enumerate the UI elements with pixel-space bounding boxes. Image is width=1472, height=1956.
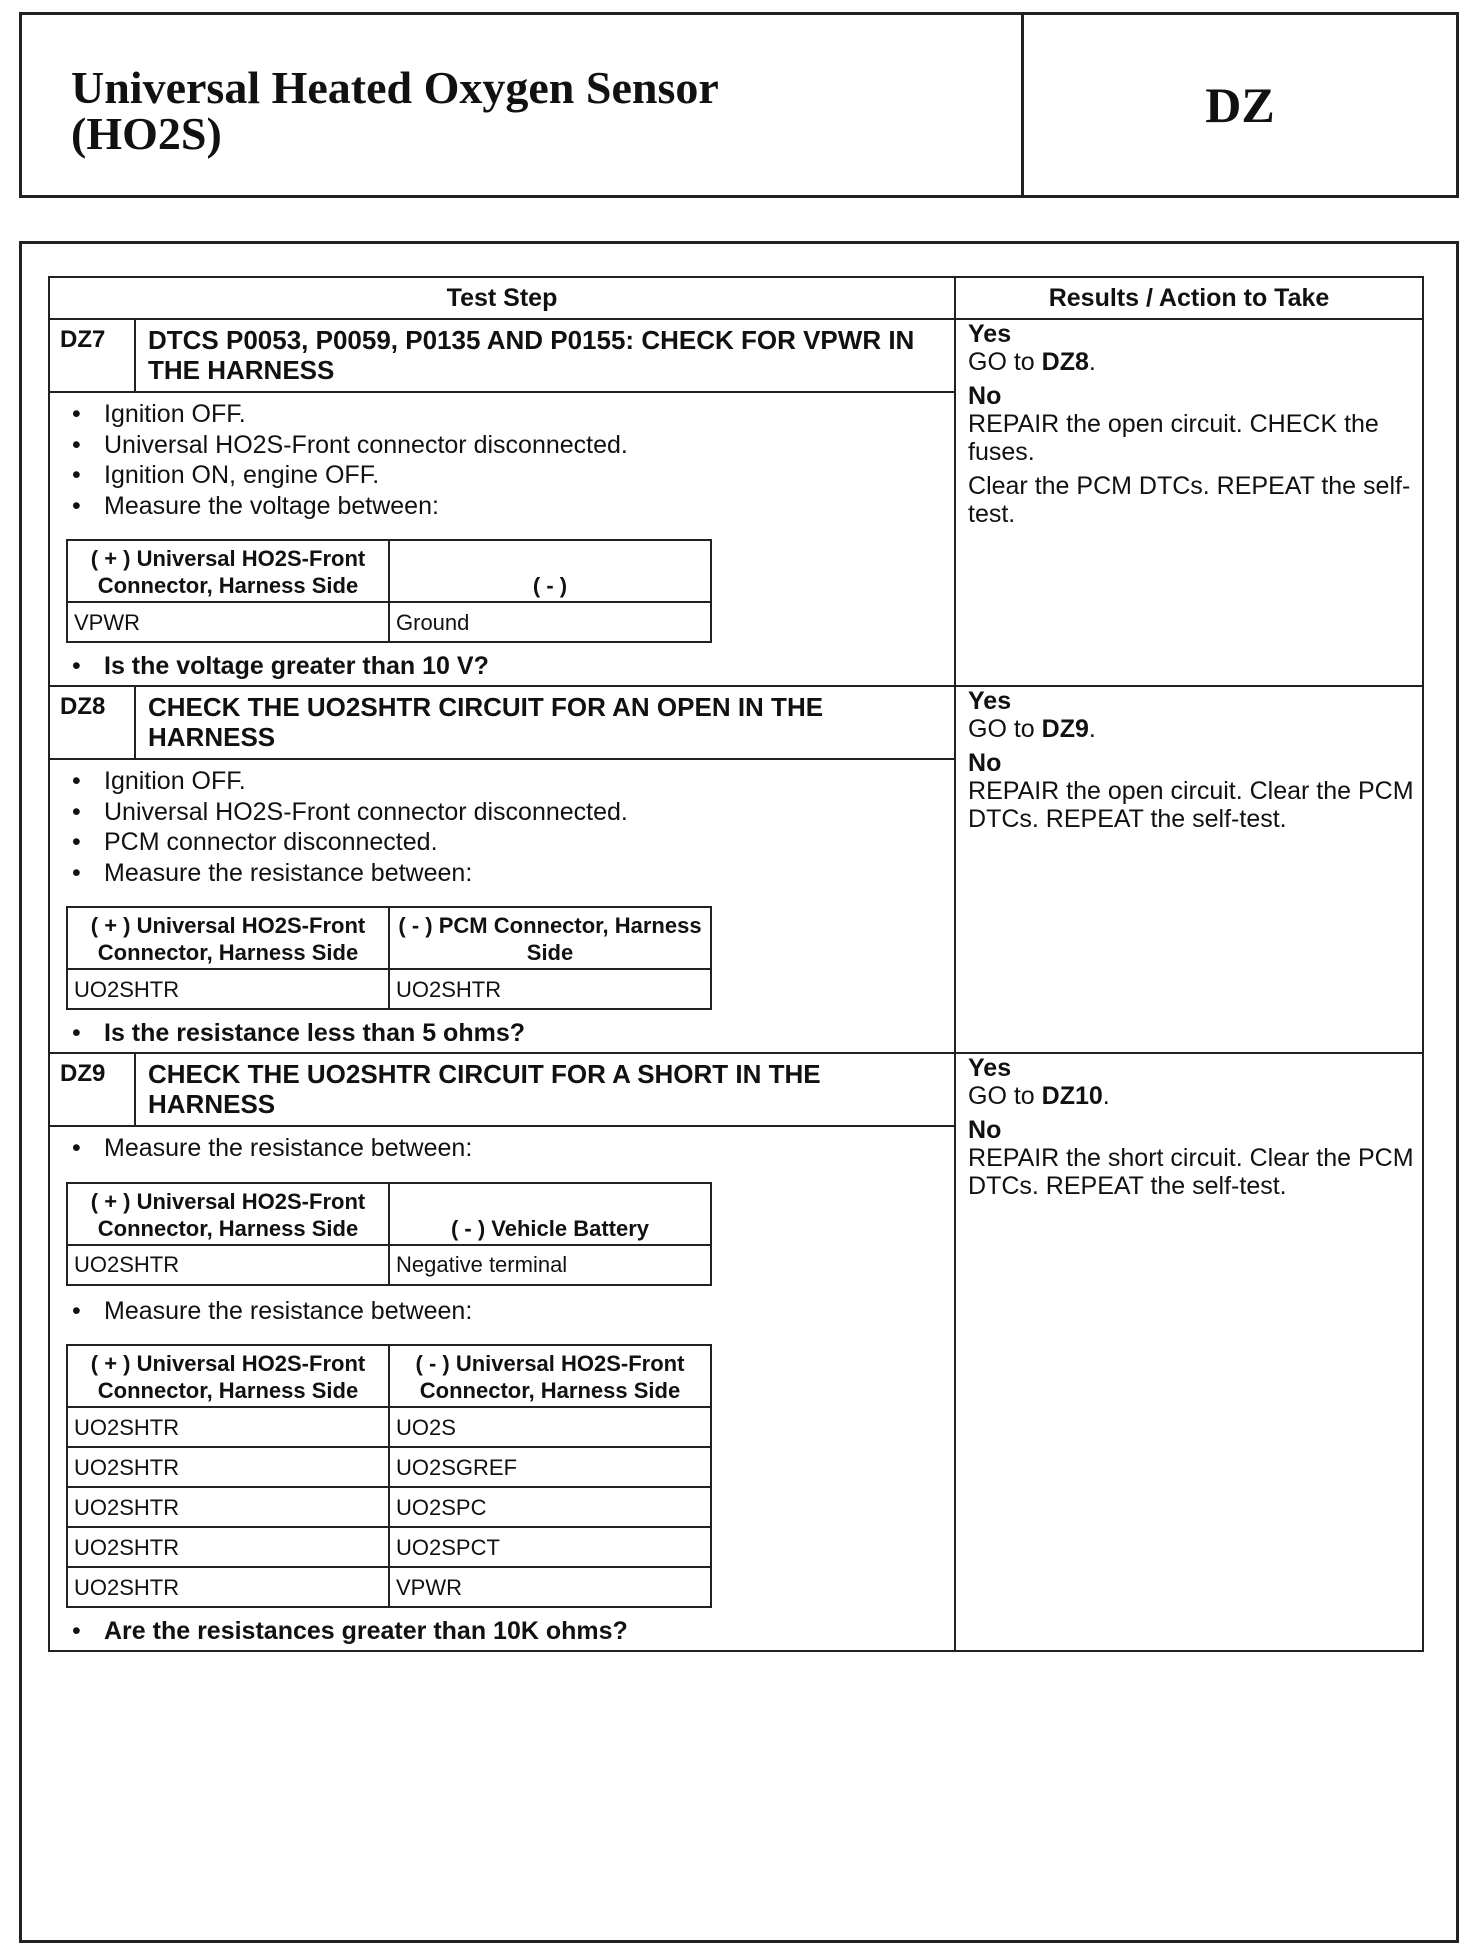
step-bullets <box>64 1133 942 1164</box>
yes-suffix: . <box>1088 715 1096 743</box>
meas-cell: VPWR <box>67 602 389 642</box>
yes-label: Yes <box>968 687 1012 715</box>
meas-cell: UO2SHTR <box>67 1527 389 1567</box>
meas-cell: UO2SHTR <box>67 1407 389 1447</box>
no-action: REPAIR the open circuit. Clear the PCM DTCs. REPEAT the self-test. <box>968 777 1414 833</box>
meas-cell: UO2SGREF <box>389 1447 711 1487</box>
yes-text: GO to <box>968 348 1042 376</box>
no-label: No <box>968 382 1002 410</box>
yes-action <box>968 715 1414 743</box>
table-row <box>67 1447 711 1487</box>
measurement-table <box>66 1344 712 1608</box>
meas-cell: UO2SHTR <box>67 969 389 1009</box>
step-bullets <box>64 1296 942 1327</box>
measurement-table <box>66 906 712 1010</box>
meas-cell: UO2SHTR <box>67 1487 389 1527</box>
meas-header-plus: ( + ) Universal HO2S-Front Connector, Harness Side <box>67 1345 389 1407</box>
table-row <box>67 1527 711 1567</box>
meas-header-minus: ( - ) Vehicle Battery <box>389 1183 711 1245</box>
step-id: DZ8 <box>49 686 135 759</box>
meas-header-minus: ( - ) <box>389 540 711 602</box>
no-action: REPAIR the short circuit. Clear the PCM DTCs. REPEAT the self-test. <box>968 1144 1414 1200</box>
list-item: • Ignition ON, engine OFF. <box>64 460 942 491</box>
step-body <box>49 759 955 1053</box>
list-item: • Ignition OFF. <box>64 766 942 797</box>
results-header: Results / Action to Take <box>955 277 1423 319</box>
step-result <box>955 686 1423 1053</box>
yes-target: DZ10 <box>1041 1082 1103 1110</box>
step-question: • Is the voltage greater than 10 V? <box>64 651 942 681</box>
table-row <box>67 1245 711 1285</box>
step-result <box>955 319 1423 686</box>
step-id: DZ7 <box>49 319 135 392</box>
no-label: No <box>968 1116 1002 1144</box>
list-item: • Measure the resistance between: <box>64 858 942 889</box>
meas-header-minus: ( - ) PCM Connector, Harness Side <box>389 907 711 969</box>
meas-header-plus: ( + ) Universal HO2S-Front Connector, Harness Side <box>67 907 389 969</box>
step-title-row <box>49 686 1423 759</box>
list-item: • Universal HO2S-Front connector disconnected. <box>64 797 942 828</box>
meas-cell: UO2SPC <box>389 1487 711 1527</box>
measurement-table <box>66 1182 712 1286</box>
meas-cell: Ground <box>389 602 711 642</box>
test-step-header: Test Step <box>49 277 955 319</box>
section-code: DZ <box>1205 77 1275 133</box>
no-label: No <box>968 749 1002 777</box>
step-title: CHECK THE UO2SHTR CIRCUIT FOR AN OPEN IN THE HARNESS <box>135 686 955 759</box>
table-row <box>67 1407 711 1447</box>
step-bullets <box>64 766 942 888</box>
yes-text: GO to <box>968 1082 1042 1110</box>
yes-text: GO to <box>968 715 1042 743</box>
yes-label: Yes <box>968 1054 1012 1082</box>
table-header-row <box>49 277 1423 319</box>
list-item: • Measure the resistance between: <box>64 1296 942 1327</box>
no-action: REPAIR the open circuit. CHECK the fuses. <box>968 410 1379 466</box>
table-row <box>67 1567 711 1607</box>
step-title-row <box>49 1053 1423 1126</box>
step-title-row <box>49 319 1423 392</box>
step-body <box>49 1126 955 1651</box>
meas-cell: UO2SPCT <box>389 1527 711 1567</box>
yes-label: Yes <box>968 320 1012 348</box>
yes-action <box>968 348 1414 376</box>
meas-cell: UO2SHTR <box>67 1245 389 1285</box>
yes-action <box>968 1082 1414 1110</box>
step-id: DZ9 <box>49 1053 135 1126</box>
meas-cell: VPWR <box>389 1567 711 1607</box>
page-title: Universal Heated Oxygen Sensor (HO2S) <box>22 15 1024 195</box>
meas-header-plus: ( + ) Universal HO2S-Front Connector, Harness Side <box>67 1183 389 1245</box>
page-header <box>19 12 1459 198</box>
list-item: • Ignition OFF. <box>64 399 942 430</box>
step-question: • Is the resistance less than 5 ohms? <box>64 1018 942 1048</box>
meas-header-minus: ( - ) Universal HO2S-Front Connector, Harness Side <box>389 1345 711 1407</box>
no-action-2: Clear the PCM DTCs. REPEAT the self-test. <box>968 472 1411 528</box>
table-row <box>67 602 711 642</box>
list-item: • Measure the voltage between: <box>64 491 942 522</box>
meas-cell: Negative terminal <box>389 1245 711 1285</box>
step-result <box>955 1053 1423 1651</box>
yes-target: DZ9 <box>1041 715 1089 743</box>
meas-cell: UO2SHTR <box>67 1567 389 1607</box>
meas-header-plus: ( + ) Universal HO2S-Front Connector, Harness Side <box>67 540 389 602</box>
step-title: CHECK THE UO2SHTR CIRCUIT FOR A SHORT IN THE HARNESS <box>135 1053 955 1126</box>
meas-cell: UO2SHTR <box>389 969 711 1009</box>
yes-suffix: . <box>1088 348 1096 376</box>
meas-cell: UO2S <box>389 1407 711 1447</box>
table-row <box>67 969 711 1009</box>
meas-cell: UO2SHTR <box>67 1447 389 1487</box>
step-body <box>49 392 955 686</box>
list-item: • Universal HO2S-Front connector disconnected. <box>64 430 942 461</box>
list-item: • PCM connector disconnected. <box>64 827 942 858</box>
step-question: • Are the resistances greater than 10K ohms? <box>64 1616 942 1646</box>
yes-target: DZ8 <box>1041 348 1089 376</box>
table-row <box>67 1487 711 1527</box>
yes-suffix: . <box>1102 1082 1110 1110</box>
list-item: • Measure the resistance between: <box>64 1133 942 1164</box>
step-title: DTCS P0053, P0059, P0135 AND P0155: CHECK FOR VPWR IN THE HARNESS <box>135 319 955 392</box>
measurement-table <box>66 539 712 643</box>
test-step-table <box>48 276 1424 1652</box>
step-bullets <box>64 399 942 521</box>
